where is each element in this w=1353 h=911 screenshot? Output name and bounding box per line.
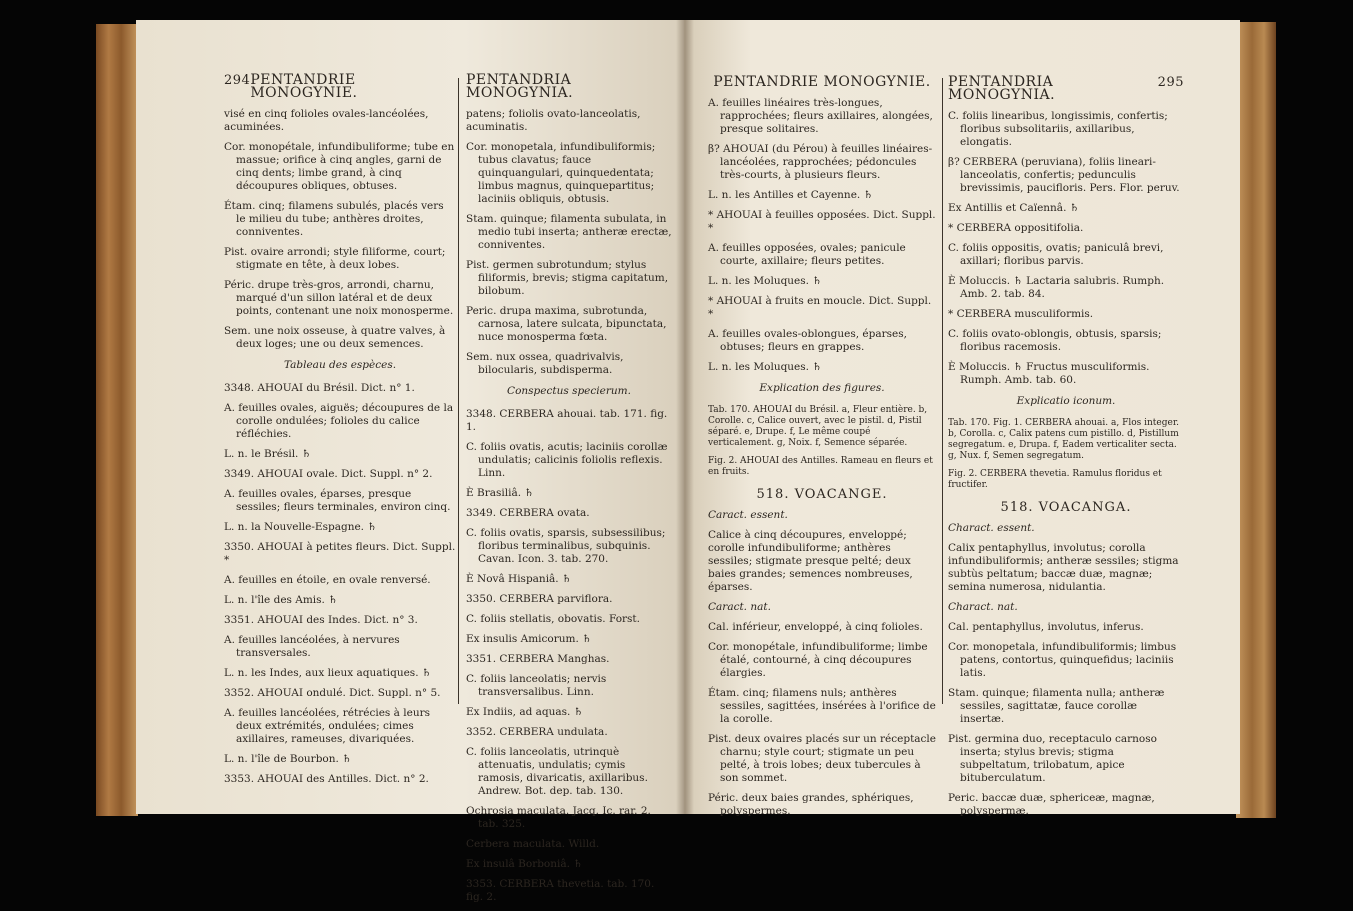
section-heading: Conspectus specierum.	[507, 385, 631, 397]
text-line: Peric. drupa maxima, subrotunda, carnosa, latere sulcata, bipunctata, nuce monosperma fœta.	[466, 305, 667, 343]
subsection-label: Charact. essent.	[948, 522, 1035, 534]
text-line: Pist. germen subrotundum; stylus filiformis, brevis; stigma capitatum, bilobum.	[466, 259, 669, 297]
page-number: 295	[1157, 75, 1184, 90]
right-page	[684, 20, 1240, 817]
text-line: C. foliis ovato-oblongis, obtusis, sparsis; floribus racemosis.	[948, 328, 1162, 353]
species-title: 3351. CERBERA Manghas.	[466, 653, 610, 665]
book-edge-right	[1236, 22, 1276, 818]
text-line: L. n. le Brésil. ♄	[224, 448, 312, 460]
genus-heading: 518. VOACANGE.	[756, 487, 888, 502]
text-line: C. foliis ovatis, sparsis, subsessilibus; floribus terminalibus, subquinis. Cavan. Icon. 3. tab. 270.	[466, 527, 666, 565]
text-line: L. n. l'île de Bourbon. ♄	[224, 753, 352, 765]
text-line: È Novâ Hispaniâ. ♄	[466, 573, 572, 585]
species-title: 3353. CERBERA thevetia. tab. 170. fig. 2.	[466, 878, 655, 903]
book-gutter	[676, 20, 694, 814]
text-line: Ex Antillis et Caïennâ. ♄	[948, 202, 1080, 214]
text-line: A. feuilles opposées, ovales; panicule courte, axillaire; fleurs petites.	[708, 242, 906, 267]
right-col-2	[948, 76, 1184, 825]
text-line: Cor. monopétale, infundibuliforme; tube en massue; orifice à cinq angles, garni de cinq dents; limbe grand, à cinq découpures obliques, obtuses.	[224, 141, 455, 192]
species-title: 3352. CERBERA undulata.	[466, 726, 608, 738]
left-page	[136, 20, 684, 903]
text-line: Ex insulis Amicorum. ♄	[466, 633, 592, 645]
text-line: Peric. baccæ duæ, sphericeæ, magnæ, polyspermæ.	[948, 792, 1155, 817]
text-line: Pist. germina duo, receptaculo carnoso inserta; stylus brevis; stigma subpeltatum, trilobatum, apice bituberculatum.	[948, 733, 1157, 784]
text-line: L. n. la Nouvelle-Espagne. ♄	[224, 521, 377, 533]
species-title: 3349. AHOUAI ovale. Dict. Suppl. n° 2.	[224, 468, 433, 480]
text-line: Cor. monopetala, infundibuliformis; tubus clavatus; fauce quinquangulari, quinquedentata; limbus magnus, quinquepartitus; laciniis obliquis, obtusis.	[466, 141, 656, 205]
left-col-2	[466, 74, 672, 911]
left-col-2-header	[466, 74, 672, 100]
text-line: È Moluccis. ♄ Fructus musculiformis. Rumph. Amb. tab. 60.	[948, 361, 1150, 386]
text-line: È Moluccis. ♄ Lactaria salubris. Rumph. Amb. 2. tab. 84.	[948, 275, 1165, 300]
text-line: A. feuilles linéaires très-longues, rapprochées; fleurs axillaires, alongées, presque solitaires.	[708, 97, 933, 135]
text-line: Ex insulâ Borboniâ. ♄	[466, 858, 583, 870]
text-line: Calix pentaphyllus, involutus; corolla infundibuliformis; antheræ sessiles; stigma subtùs peltatum; baccæ duæ, magnæ; semina numerosa, nidulantia.	[948, 542, 1179, 593]
text-line: Stam. quinque; filamenta subulata, in medio tubi inserta; antheræ erectæ, conniventes.	[466, 213, 672, 251]
text-line: patens; foliolis ovato-lanceolatis, acuminatis.	[466, 108, 641, 133]
text-line: L. n. les Moluques. ♄	[708, 361, 822, 373]
species-title: 3348. CERBERA ahouai. tab. 171. fig. 1.	[466, 408, 668, 433]
text-line: A. feuilles ovales-oblongues, éparses, obtuses; fleurs en grappes.	[708, 328, 907, 353]
text-line: L. n. les Indes, aux lieux aquatiques. ♄	[224, 667, 432, 679]
section-heading: Explicatio iconum.	[1016, 395, 1116, 407]
text-line: Fig. 2. AHOUAI des Antilles. Rameau en fleurs et en fruits.	[708, 456, 933, 477]
genus-heading: 518. VOACANGA.	[1000, 500, 1132, 515]
left-col-1	[224, 74, 456, 793]
text-line: visé en cinq folioles ovales-lancéolées, acuminées.	[224, 108, 429, 133]
text-line: β? AHOUAI (du Pérou) à feuilles linéaires-lancéolées, rapprochées; pédoncules très-courts, à plusieurs fleurs.	[708, 143, 933, 181]
text-line: C. foliis oppositis, ovatis; paniculâ brevi, axillari; floribus parvis.	[948, 242, 1164, 267]
text-line: Pist. ovaire arrondi; style filiforme, court; stigmate en tête, à deux lobes.	[224, 246, 446, 271]
text-line: A. feuilles lancéolées, à nervures transversales.	[224, 634, 400, 659]
text-line: C. foliis linearibus, longissimis, confertis; floribus subsolitariis, axillaribus, elongatis.	[948, 110, 1168, 148]
text-line: Ochrosia maculata. Jacq. Ic. rar. 2. tab. 325.	[466, 805, 651, 830]
text-line: Sem. une noix osseuse, à quatre valves, à deux loges; une ou deux semences.	[224, 325, 446, 350]
text-line: Ex Indiis, ad aquas. ♄	[466, 706, 584, 718]
text-line: Sem. nux ossea, quadrivalvis, bilocularis, subdisperma.	[466, 351, 624, 376]
right-col-2-header	[948, 76, 1184, 102]
subsection-label: Caract. essent.	[708, 509, 788, 521]
text-line: Péric. drupe très-gros, arrondi, charnu, marqué d'un sillon latéral et de deux points, contenant une noix monosperme.	[224, 279, 454, 317]
text-line: Cal. pentaphyllus, involutus, inferus.	[948, 621, 1144, 633]
species-title: * CERBERA musculiformis.	[948, 308, 1094, 320]
section-heading: Explication des figures.	[759, 382, 885, 394]
subsection-label: Charact. nat.	[948, 601, 1018, 613]
text-line: C. foliis stellatis, obovatis. Forst.	[466, 613, 640, 625]
species-title: 3350. AHOUAI à petites fleurs. Dict. Suppl. *	[224, 541, 456, 566]
text-line: Pist. deux ovaires placés sur un réceptacle charnu; style court; stigmate un peu pelté, à trois lobes; deux tubercules à son sommet.	[708, 733, 937, 784]
text-line: È Brasiliâ. ♄	[466, 487, 534, 499]
running-title: PENTANDRIE MONOGYNIE.	[250, 72, 358, 101]
text-line: A. feuilles en étoile, en ovale renversé.	[224, 574, 431, 586]
book-edge-left	[96, 24, 138, 816]
running-title: PENTANDRIA MONOGYNIA.	[466, 72, 574, 101]
species-title: 3352. AHOUAI ondulé. Dict. Suppl. n° 5.	[224, 687, 441, 699]
text-line: β? CERBERA (peruviana), foliis lineari-lanceolatis, confertis; pedunculis brevissimis, paucifloris. Pers. Flor. peruv.	[948, 156, 1180, 194]
text-line: A. feuilles lancéolées, rétrécies à leurs deux extrémités, ondulées; cimes axillaires, rameuses, divariquées.	[224, 707, 430, 745]
left-col-1-header	[224, 74, 456, 100]
text-line: A. feuilles ovales, aiguës; découpures de la corolle ondulées; folioles du calice réfléchies.	[224, 402, 454, 440]
column-rule	[942, 78, 943, 704]
species-title: * AHOUAI à feuilles opposées. Dict. Suppl. *	[708, 209, 936, 234]
right-col-1	[708, 76, 936, 825]
species-title: * CERBERA oppositifolia.	[948, 222, 1084, 234]
text-line: L. n. les Antilles et Cayenne. ♄	[708, 189, 874, 201]
running-title: PENTANDRIE MONOGYNIE.	[713, 74, 931, 90]
text-line: C. foliis lanceolatis, utrinquè attenuatis, undulatis; cymis ramosis, divaricatis, axillaribus. Andrew. Bot. dep. tab. 130.	[466, 746, 648, 797]
text-line: Cor. monopétale, infundibuliforme; limbe étalé, contourné, à cinq découpures élargies.	[708, 641, 928, 679]
text-line: Tab. 170. Fig. 1. CERBERA ahouai. a, Flos integer. b, Corolla. c, Calix patens cum pistillo. d, Pistillum segregatum. e, Drupa. f, Eadem verticaliter secta. g, Nux. f, Semen segregatum.	[948, 418, 1179, 461]
column-rule	[458, 78, 459, 704]
page-number: 294	[224, 73, 251, 88]
section-heading: Tableau des espèces.	[283, 359, 397, 371]
species-title: 3351. AHOUAI des Indes. Dict. n° 3.	[224, 614, 418, 626]
species-title: 3350. CERBERA parviflora.	[466, 593, 613, 605]
text-line: Cor. monopetala, infundibuliformis; limbus patens, contortus, quinquefidus; laciniis latis.	[948, 641, 1177, 679]
species-title: 3353. AHOUAI des Antilles. Dict. n° 2.	[224, 773, 429, 785]
species-title: 3348. AHOUAI du Brésil. Dict. n° 1.	[224, 382, 415, 394]
right-col-1-header	[708, 76, 936, 89]
text-line: Cal. inférieur, enveloppé, à cinq folioles.	[708, 621, 923, 633]
text-line: A. feuilles ovales, éparses, presque sessiles; fleurs terminales, environ cinq.	[224, 488, 451, 513]
species-title: * AHOUAI à fruits en moucle. Dict. Suppl. *	[708, 295, 932, 320]
text-line: Cerbera maculata. Willd.	[466, 838, 600, 850]
text-line: Fig. 2. CERBERA thevetia. Ramulus floridus et fructifer.	[948, 469, 1162, 490]
species-title: 3349. CERBERA ovata.	[466, 507, 590, 519]
text-line: L. n. les Moluques. ♄	[708, 275, 822, 287]
text-line: Stam. quinque; filamenta nulla; antheræ sessiles, sagittatæ, fauce corollæ insertæ.	[948, 687, 1165, 725]
text-line: Tab. 170. AHOUAI du Brésil. a, Fleur entière. b, Corolle. c, Calice ouvert, avec le pistil. d, Pistil séparé. e, Drupe. f, Le même coupé verticalement. g, Noix. f, Semence séparée.	[708, 405, 928, 448]
running-title: PENTANDRIA MONOGYNIA.	[948, 74, 1056, 103]
subsection-label: Caract. nat.	[708, 601, 771, 613]
text-line: Péric. deux baies grandes, sphériques, polyspermes.	[708, 792, 914, 817]
text-line: C. foliis ovatis, acutis; laciniis corollæ undulatis; calicinis foliolis reflexis. Linn.	[466, 441, 668, 479]
text-line: Calice à cinq découpures, enveloppé; corolle infundibuliforme; anthères sessiles; stigmate presque pelté; deux baies grandes; semences nombreuses, éparses.	[708, 529, 913, 593]
text-line: Étam. cinq; filamens subulés, placés vers le milieu du tube; anthères droites, conniventes.	[224, 200, 444, 238]
text-line: L. n. l'île des Amis. ♄	[224, 594, 338, 606]
text-line: C. foliis lanceolatis; nervis transversalibus. Linn.	[466, 673, 607, 698]
text-line: Étam. cinq; filamens nuls; anthères sessiles, sagittées, insérées à l'orifice de la corolle.	[708, 687, 936, 725]
